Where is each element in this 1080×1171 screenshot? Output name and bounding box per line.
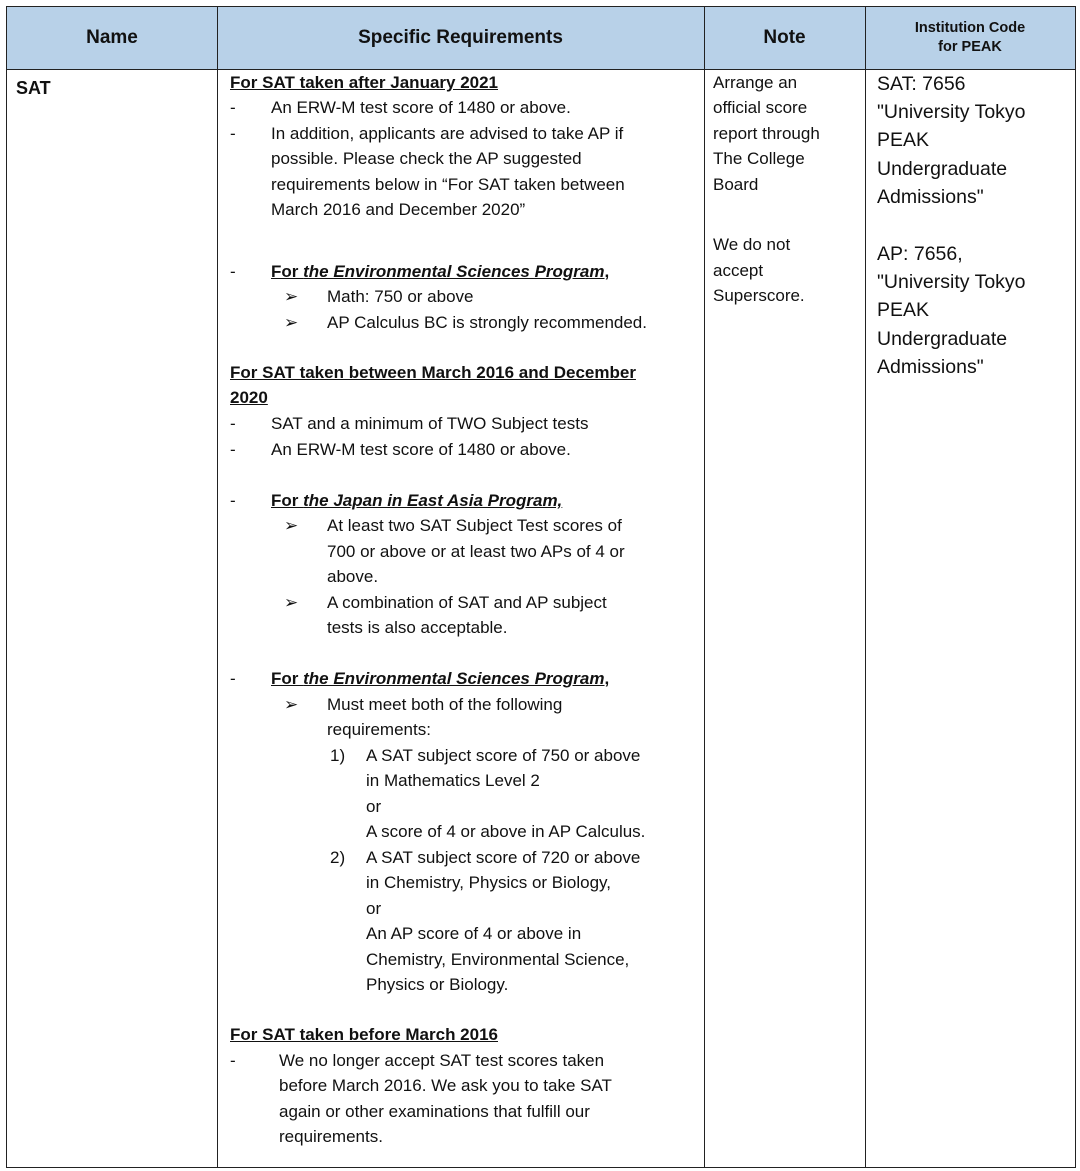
arrow-bullet-icon: ➢ (284, 313, 299, 332)
inst-code-line: AP: 7656, (877, 243, 963, 265)
bullet-text: requirements. (279, 1127, 383, 1146)
note-cell (704, 70, 865, 1167)
inst-code-line: Admissions" (877, 186, 984, 208)
bullet-text: before March 2016. We ask you to take SAT (279, 1076, 612, 1095)
numbered-text: in Chemistry, Physics or Biology, (366, 873, 611, 892)
program-item: AP Calculus BC is strongly recommended. (327, 313, 647, 332)
dash-bullet: - (230, 440, 236, 459)
program-item: Must meet both of the following (327, 695, 563, 714)
note-line: report through (713, 124, 820, 143)
inst-code-line: Admissions" (877, 356, 984, 378)
bullet-text: SAT and a minimum of TWO Subject tests (271, 414, 589, 433)
bullet-text: possible. Please check the AP suggested (271, 149, 582, 168)
header-institution-code-line2: for PEAK (938, 39, 1002, 55)
program-suffix: , (604, 669, 610, 688)
numbered-text: A score of 4 or above in AP Calculus. (366, 822, 646, 841)
program-item: At least two SAT Subject Test scores of (327, 516, 622, 535)
inst-code-line: "University Tokyo (877, 271, 1026, 293)
inst-code-line: "University Tokyo (877, 101, 1026, 123)
program-prefix: For (271, 262, 304, 281)
bullet-text: March 2016 and December 2020” (271, 200, 526, 219)
row-name-cell: SAT (16, 78, 51, 98)
note-line: We do not (713, 235, 791, 254)
dash-bullet: - (230, 1051, 236, 1070)
inst-code-line: SAT: 7656 (877, 73, 966, 95)
program-heading (271, 259, 609, 285)
inst-code-line: Undergraduate (877, 158, 1008, 180)
section-heading: For SAT taken after January 2021 (230, 73, 499, 92)
numbered-text: Chemistry, Environmental Science, (366, 950, 630, 969)
program-item: A combination of SAT and AP subject (327, 593, 607, 612)
header-specific-requirements: Specific Requirements (217, 7, 704, 69)
program-heading (271, 488, 562, 514)
note-line: The College (713, 149, 805, 168)
numbered-text: or (366, 899, 382, 918)
dash-bullet: - (230, 491, 236, 510)
institution-code-cell (865, 70, 1075, 1167)
program-item: requirements: (327, 720, 431, 739)
dash-bullet: - (230, 124, 236, 143)
dash-bullet: - (230, 669, 236, 688)
note-line: official score (713, 98, 808, 117)
program-item: Math: 750 or above (327, 287, 474, 306)
numbered-text: in Mathematics Level 2 (366, 771, 540, 790)
program-suffix: , (604, 262, 610, 281)
header-note: Note (704, 7, 865, 69)
note-line: accept (713, 261, 764, 280)
section-heading: For SAT taken between March 2016 and December (230, 363, 636, 382)
program-name: the Environmental Sciences Program (303, 262, 605, 281)
numbered-text: An AP score of 4 or above in (366, 924, 582, 943)
numbered-marker: 2) (330, 848, 346, 867)
inst-code-line: Undergraduate (877, 328, 1008, 350)
requirements-table (6, 6, 1076, 1168)
numbered-text: A SAT subject score of 720 or above (366, 848, 641, 867)
dash-bullet: - (230, 98, 236, 117)
program-item: 700 or above or at least two APs of 4 or (327, 542, 625, 561)
bullet-text: again or other examinations that fulfill our (279, 1102, 590, 1121)
program-prefix: For (271, 669, 304, 688)
inst-code-line: PEAK (877, 129, 930, 151)
program-heading (271, 666, 609, 692)
bullet-text: requirements below in “For SAT taken between (271, 175, 625, 194)
program-item: tests is also acceptable. (327, 618, 508, 637)
bullet-text: An ERW-M test score of 1480 or above. (271, 440, 571, 459)
note-line: Superscore. (713, 286, 805, 305)
numbered-text: or (366, 797, 382, 816)
bullet-text: An ERW-M test score of 1480 or above. (271, 98, 571, 117)
dash-bullet: - (230, 262, 236, 281)
header-institution-code (865, 7, 1075, 69)
note-line: Board (713, 175, 759, 194)
header-institution-code-line1: Institution Code (914, 20, 1026, 36)
numbered-text: A SAT subject score of 750 or above (366, 746, 641, 765)
bullet-text: In addition, applicants are advised to take AP if (271, 124, 624, 143)
dash-bullet: - (230, 414, 236, 433)
program-name: the Japan in East Asia Program, (303, 491, 563, 510)
numbered-text: Physics or Biology. (366, 975, 509, 994)
note-line: Arrange an (713, 73, 798, 92)
arrow-bullet-icon: ➢ (284, 287, 299, 306)
inst-code-line: PEAK (877, 299, 930, 321)
requirements-cell (217, 70, 704, 1167)
arrow-bullet-icon: ➢ (284, 516, 299, 535)
header-name: Name (7, 7, 217, 69)
program-name: the Environmental Sciences Program (303, 669, 605, 688)
arrow-bullet-icon: ➢ (284, 695, 299, 714)
program-prefix: For (271, 491, 304, 510)
section-heading: For SAT taken before March 2016 (230, 1025, 498, 1044)
arrow-bullet-icon: ➢ (284, 593, 299, 612)
program-item: above. (327, 567, 379, 586)
numbered-marker: 1) (330, 746, 346, 765)
bullet-text: We no longer accept SAT test scores taken (279, 1051, 605, 1070)
section-heading: 2020 (230, 388, 268, 407)
